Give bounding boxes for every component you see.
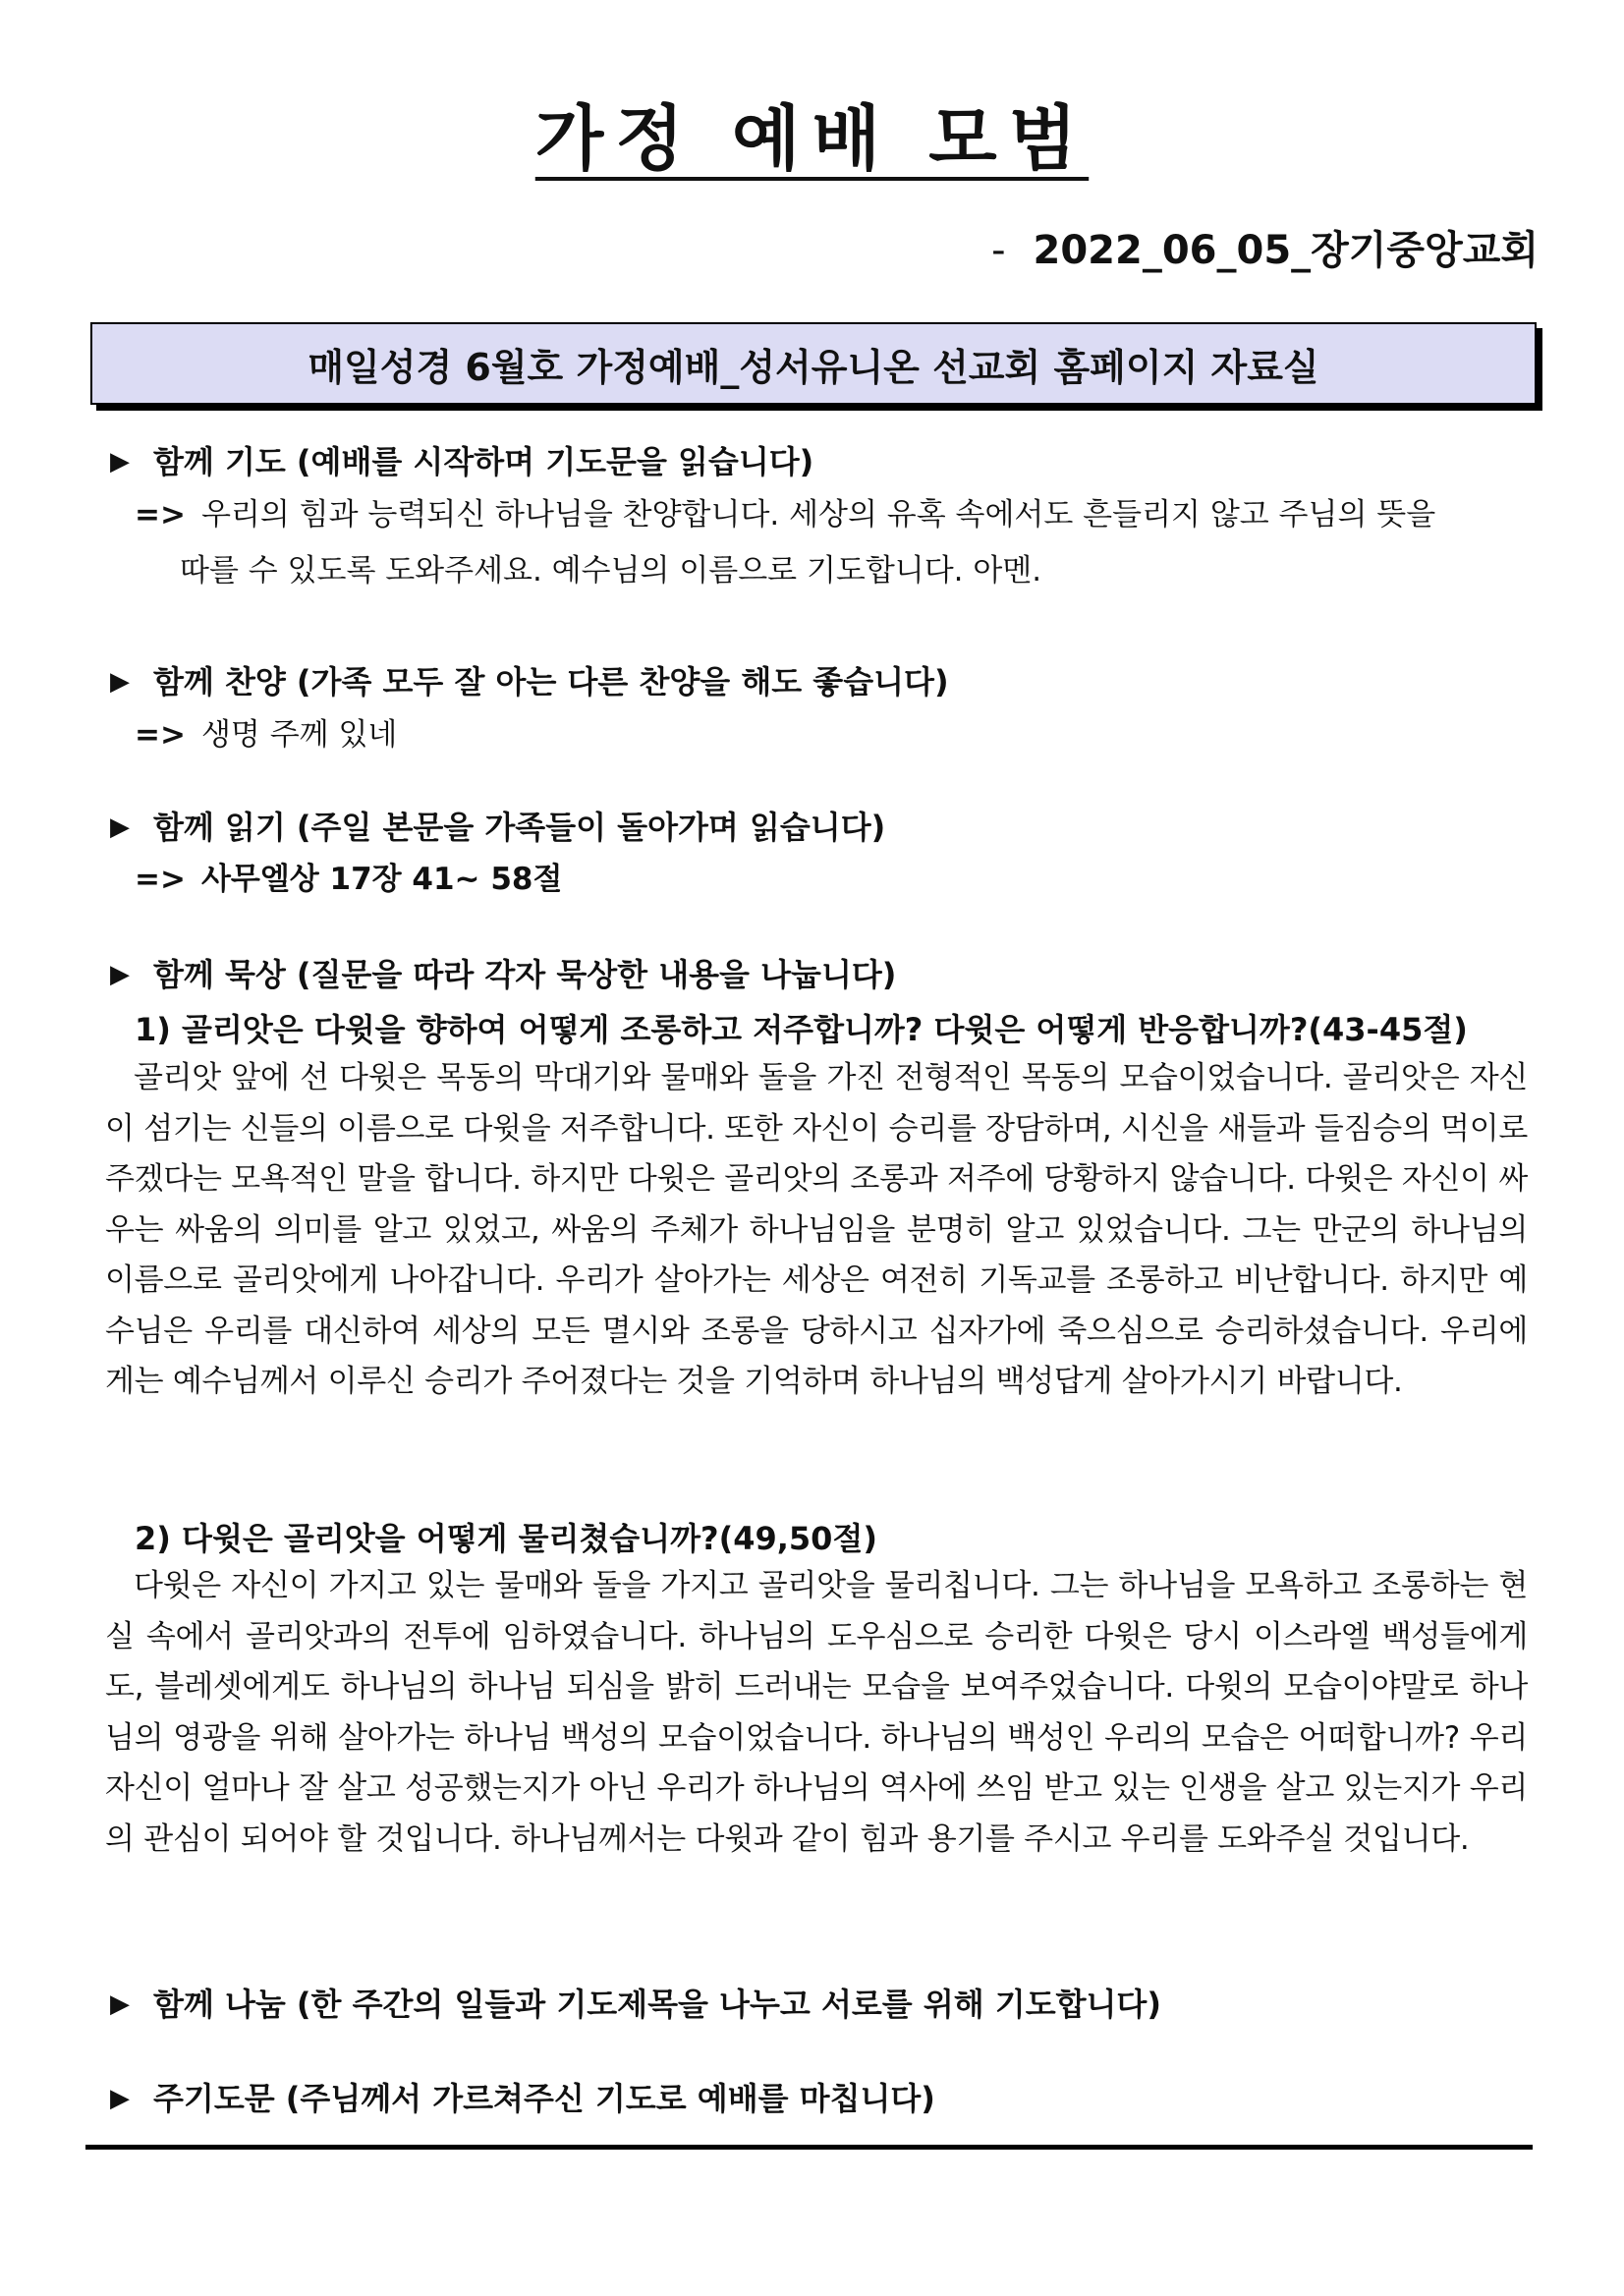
question-1: 1) 골리앗은 다윗을 향하여 어떻게 조롱하고 저주합니까? 다윗은 어떻게 반응합니까?(43-45절)	[135, 1011, 1468, 1048]
dateline	[991, 228, 1539, 273]
arrow-icon: =>	[135, 497, 186, 532]
bullet-triangle-icon: ▶	[110, 447, 130, 476]
arrow-icon: =>	[135, 717, 186, 753]
dateline-text: 2022_06_05_장기중앙교회	[1033, 228, 1539, 273]
praise-song: => 생명 주께 있네	[135, 717, 398, 753]
praise-heading: ▶ 함께 찬양 (가족 모두 잘 아는 다른 찬양을 해도 좋습니다)	[110, 663, 949, 700]
dateline-dash: -	[991, 228, 1006, 273]
document-title: 가정 예배 모범	[534, 97, 1090, 180]
prayer-text-line2: 따를 수 있도록 도와주세요. 예수님의 이름으로 기도합니다. 아멘.	[180, 553, 1042, 588]
reading-heading: ▶ 함께 읽기 (주일 본문을 가족들이 돌아가며 읽습니다)	[110, 809, 886, 846]
prayer-heading: ▶ 함께 기도 (예배를 시작하며 기도문을 읽습니다)	[110, 443, 814, 480]
bullet-triangle-icon: ▶	[110, 1989, 130, 2019]
prayer-text-line1: => 우리의 힘과 능력되신 하나님을 찬양합니다. 세상의 유혹 속에서도 흔들리지 않고 주님의 뜻을	[135, 497, 1436, 532]
lords-prayer-heading: ▶ 주기도문 (주님께서 가르쳐주신 기도로 예배를 마칩니다)	[110, 2080, 935, 2117]
bullet-triangle-icon: ▶	[110, 2084, 130, 2113]
sharing-heading: ▶ 함께 나눔 (한 주간의 일들과 기도제목을 나누고 서로를 위해 기도합니다)	[110, 1986, 1161, 2023]
answer-2: 다윗은 자신이 가지고 있는 물매와 돌을 가지고 골리앗을 물리칩니다. 그는 하나님을 모욕하고 조롱하는 현실 속에서 골리앗과의 전투에 임하였습니다. 하나님의 도우심으로 승리한 다윗은 당시 이스라엘 백성들에게도, 블레셋에게도 하나님의 하나님 되심을 밝히 드러내는 모습을 보여주었습니다. 다윗의 모습이야말로 하나님의 영광을 위해 살아가는 하나님 백성의 모습이었습니다. 하나님의 백성인 우리의 모습은 어떠합니까? 우리 자신이 얼마나 잘 살고 성공했는지가 아닌 우리가 하나님의 역사에 쓰임 받고 있는 인생을 살고 있는지가 우리의 관심이 되어야 할 것입니다. 하나님께서는 다윗과 같이 힘과 용기를 주시고 우리를 도와주실 것입니다.	[105, 1568, 1528, 1857]
bullet-triangle-icon: ▶	[110, 960, 130, 989]
bottom-rule	[85, 2145, 1533, 2150]
arrow-icon: =>	[135, 862, 186, 897]
meditation-heading: ▶ 함께 묵상 (질문을 따라 각자 묵상한 내용을 나눕니다)	[110, 956, 897, 993]
answer-1: 골리앗 앞에 선 다윗은 목동의 막대기와 물매와 돌을 가진 전형적인 목동의 모습이었습니다. 골리앗은 자신이 섬기는 신들의 이름으로 다윗을 저주합니다. 또한 자신이 승리를 장담하며, 시신을 새들과 들짐승의 먹이로 주겠다는 모욕적인 말을 합니다. 하지만 다윗은 골리앗의 조롱과 저주에 당황하지 않습니다. 다윗은 자신이 싸우는 싸움의 의미를 알고 있었고, 싸움의 주체가 하나님임을 분명히 알고 있었습니다. 그는 만군의 하나님의 이름으로 골리앗에게 나아갑니다. 우리가 살아가는 세상은 여전히 기독교를 조롱하고 비난합니다. 하지만 예수님은 우리를 대신하여 세상의 모든 멸시와 조롱을 당하시고 십자가에 죽으심으로 승리하셨습니다. 우리에게는 예수님께서 이루신 승리가 주어졌다는 것을 기억하며 하나님의 백성답게 살아가시기 바랍니다.	[105, 1060, 1528, 1399]
bullet-triangle-icon: ▶	[110, 667, 130, 697]
reading-passage: => 사무엘상 17장 41~ 58절	[135, 862, 563, 897]
source-banner: 매일성경 6월호 가정예배_성서유니온 선교회 홈페이지 자료실	[90, 322, 1537, 405]
bullet-triangle-icon: ▶	[110, 812, 130, 842]
question-2: 2) 다윗은 골리앗을 어떻게 물리쳤습니까?(49,50절)	[135, 1520, 877, 1557]
